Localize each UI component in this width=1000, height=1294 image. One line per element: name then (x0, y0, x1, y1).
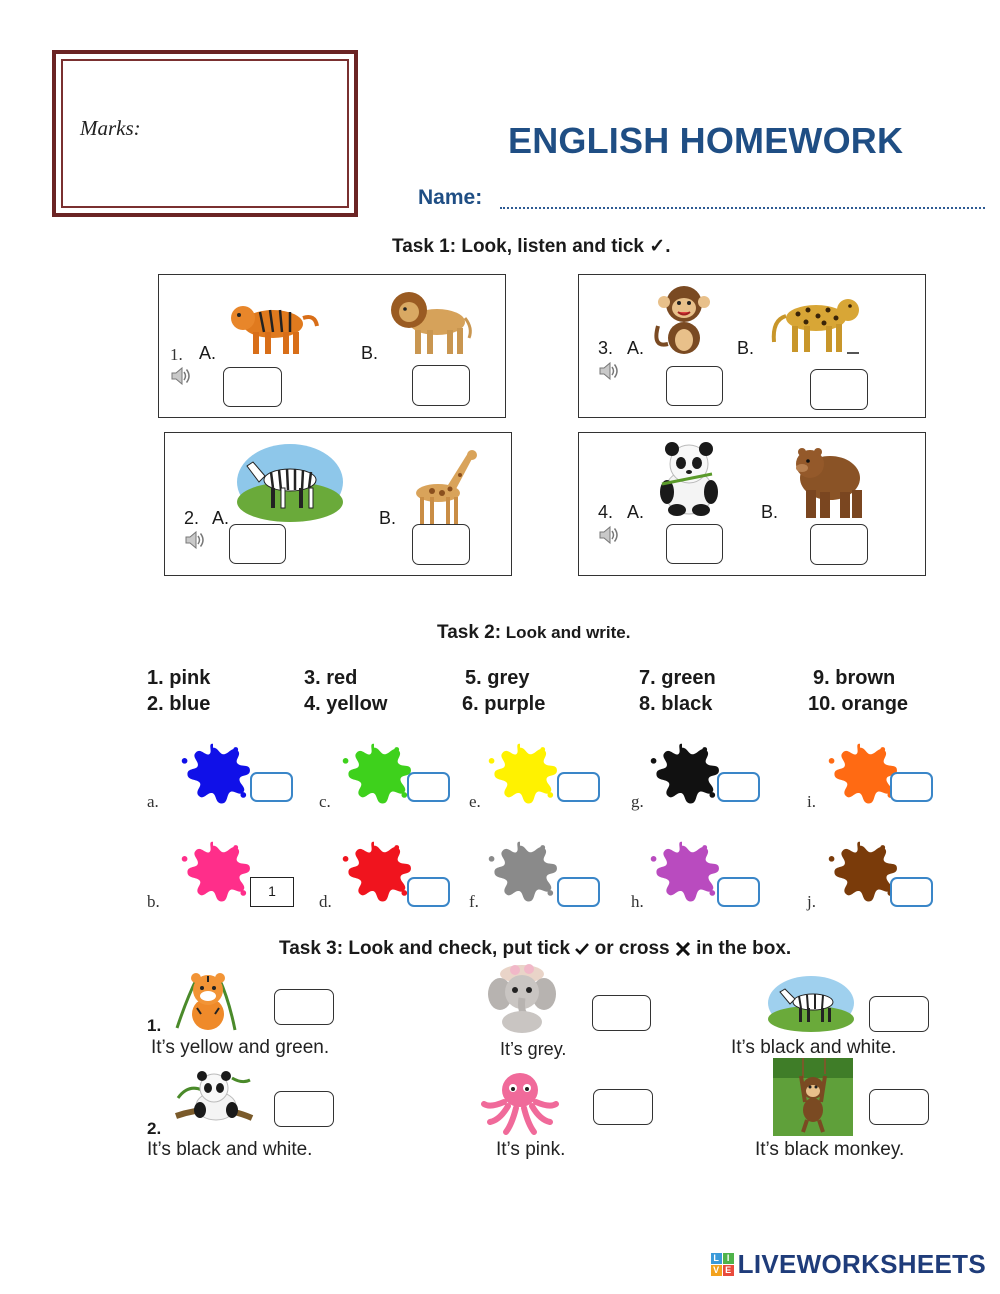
task3-tiger-image (175, 968, 240, 1033)
splat-letter-f: f. (469, 892, 479, 911)
task3-box-1[interactable] (274, 989, 334, 1025)
color-word-2: 2. blue (147, 693, 211, 715)
stray-mark (847, 352, 859, 354)
marks-label: Marks: (80, 116, 141, 140)
logo-tile-i: I (723, 1253, 734, 1264)
paint-splat-b (175, 838, 251, 910)
task3-sentence-1: It’s yellow and green. (151, 1037, 330, 1058)
splat-letter-j: j. (807, 892, 816, 911)
task3-elephant-image (487, 962, 557, 1034)
splat-letter-d: d. (319, 892, 332, 911)
splat-answer-box-i[interactable] (890, 772, 933, 802)
tiger-image (225, 288, 320, 358)
paint-splat-i (822, 740, 898, 812)
splat-answer-box-j[interactable] (890, 877, 933, 907)
q2-answer-b-box[interactable] (412, 524, 470, 565)
leopard-image (766, 290, 861, 356)
task3-sentence-2: It’s grey. (500, 1039, 567, 1059)
task3-row-2-number: 2. (147, 1119, 162, 1138)
liveworksheets-logo (711, 1249, 986, 1280)
splat-letter-h: h. (631, 892, 644, 911)
splat-letter-g: g. (631, 792, 644, 811)
tick-icon (575, 943, 589, 955)
q1-option-b: B. (361, 343, 379, 363)
q4-answer-b-box[interactable] (810, 524, 868, 565)
lion-image (385, 282, 475, 357)
splat-answer-box-c[interactable] (407, 772, 450, 802)
task2-title-rest: Look and write. (501, 623, 631, 642)
paint-splat-j (822, 838, 898, 910)
speaker-icon[interactable] (170, 366, 192, 386)
color-word-6: 6. purple (462, 693, 546, 715)
q4-answer-a-box[interactable] (666, 524, 723, 564)
task3-row-1-number: 1. (147, 1016, 162, 1035)
q1-number: 1. (170, 345, 183, 364)
zebra-image (235, 440, 345, 525)
paint-splat-g (644, 740, 720, 812)
name-label: Name: (418, 186, 483, 209)
splat-answer-box-g[interactable] (717, 772, 760, 802)
splat-answer-box-f[interactable] (557, 877, 600, 907)
task3-monkey-image (773, 1058, 853, 1136)
speaker-icon[interactable] (184, 530, 206, 550)
q4-option-b: B. (761, 502, 779, 522)
color-word-5: 5. grey (465, 667, 530, 689)
panda-image (652, 440, 727, 516)
color-word-1: 1. pink (147, 667, 211, 689)
task3-title-a: Task 3: Look and check, put tick (279, 938, 576, 959)
q3-option-b: B. (737, 338, 755, 358)
q1-option-a: A. (199, 343, 217, 363)
task3-sentence-5: It’s pink. (496, 1139, 566, 1160)
color-word-9: 9. brown (813, 667, 896, 689)
speaker-icon[interactable] (598, 361, 620, 381)
q1-answer-b-box[interactable] (412, 365, 470, 406)
paint-splat-f (482, 838, 558, 910)
splat-letter-a: a. (147, 792, 159, 811)
monkey-image (650, 282, 715, 357)
bear-image (790, 440, 870, 520)
color-word-3: 3. red (304, 667, 358, 689)
liveworksheets-logo-icon (711, 1253, 734, 1276)
task3-title-b: or cross (589, 938, 675, 959)
splat-answer-box-b[interactable]: 1 (250, 877, 294, 907)
paint-splat-d (336, 838, 412, 910)
task3-sentence-3: It’s black and white. (731, 1037, 897, 1058)
logo-tile-l: L (711, 1253, 722, 1264)
q2-answer-a-box[interactable] (229, 524, 286, 564)
paint-splat-a (175, 740, 251, 812)
q2-option-a: A. (212, 508, 230, 528)
splat-answer-box-a[interactable] (250, 772, 293, 802)
task3-octopus-image (480, 1070, 560, 1136)
paint-splat-c (336, 740, 412, 812)
liveworksheets-brand: LIVEWORKSHEETS (737, 1249, 986, 1279)
color-word-4: 4. yellow (304, 693, 388, 715)
color-word-10: 10. orange (808, 693, 909, 715)
q3-option-a: A. (627, 338, 645, 358)
q4-option-a: A. (627, 502, 645, 522)
task3-panda-image (174, 1068, 254, 1132)
speaker-icon[interactable] (598, 525, 620, 545)
q3-answer-a-box[interactable] (666, 366, 723, 406)
q2-option-b: B. (379, 508, 397, 528)
q4-number: 4. (598, 502, 614, 522)
task3-zebra-image (767, 975, 855, 1033)
task3-box-3[interactable] (869, 996, 929, 1032)
page-title: ENGLISH HOMEWORK (508, 120, 904, 161)
task3-sentence-6: It’s black monkey. (755, 1139, 905, 1160)
giraffe-image (398, 447, 488, 527)
task2-title (437, 622, 630, 644)
paint-splat-e (482, 740, 558, 812)
splat-answer-box-e[interactable] (557, 772, 600, 802)
task3-title (279, 938, 791, 960)
splat-letter-i: i. (807, 792, 816, 811)
task3-box-5[interactable] (593, 1089, 653, 1125)
logo-tile-e: E (723, 1265, 734, 1276)
paint-splat-h (644, 838, 720, 910)
color-word-8: 8. black (639, 693, 713, 715)
task3-box-6[interactable] (869, 1089, 929, 1125)
task1-title: Task 1: Look, listen and tick ✓. (392, 236, 671, 257)
task3-title-c: in the box. (690, 938, 792, 959)
splat-answer-box-h[interactable] (717, 877, 760, 907)
q3-answer-b-box[interactable] (810, 369, 868, 410)
task3-sentence-4: It’s black and white. (147, 1139, 313, 1160)
task3-box-4[interactable] (274, 1091, 334, 1127)
q3-number: 3. (598, 338, 614, 358)
splat-letter-c: c. (319, 792, 331, 811)
color-word-7: 7. green (639, 667, 716, 689)
q2-number: 2. (184, 508, 200, 528)
cross-icon (675, 942, 691, 956)
splat-letter-b: b. (147, 892, 160, 911)
task3-box-2[interactable] (592, 995, 651, 1031)
logo-tile-v: V (711, 1265, 722, 1276)
q1-answer-a-box[interactable] (223, 367, 282, 407)
name-input-line[interactable] (500, 207, 985, 209)
splat-letter-e: e. (469, 792, 481, 811)
splat-answer-box-d[interactable] (407, 877, 450, 907)
task2-title-bold: Task 2: (437, 622, 502, 643)
